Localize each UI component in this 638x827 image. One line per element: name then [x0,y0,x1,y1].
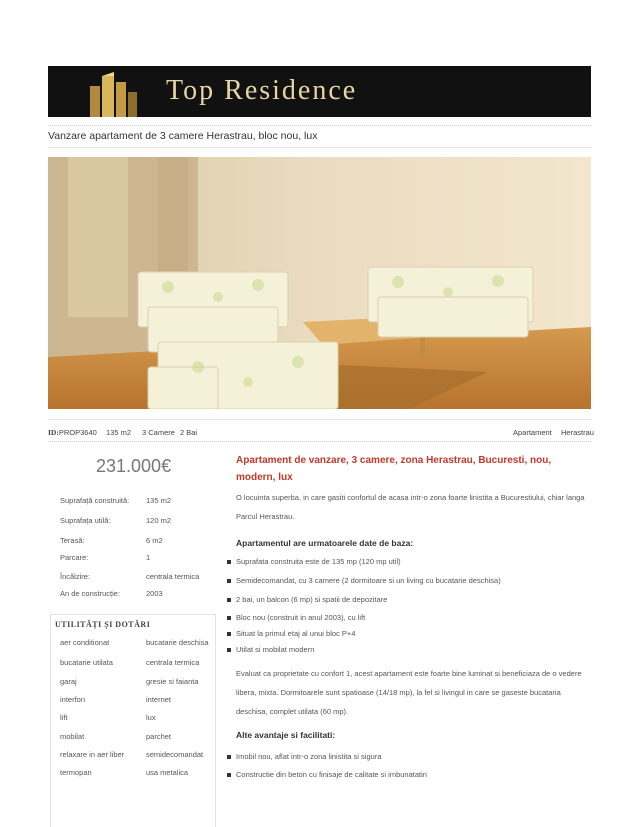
bullet-icon [227,632,231,636]
divider [48,419,591,420]
listing-title: Vanzare apartament de 3 camere Herastrau, bloc nou, lux [48,130,318,142]
advantage-item: Constructie din beton cu finisaje de calitate si imbunatatiri [227,770,427,779]
bullet-icon [227,648,231,652]
building-logo-icon [88,72,146,117]
bullet-icon [227,773,231,777]
listing-type: Apartament [513,428,552,437]
description-assessment: Evaluat ca proprietate cu confort 1, acest apartament este foarte bine luminat si beneficiaza de o vedere libera, mixta. Dormitoarele sunt spatioase (14/18 mp), la fel si livingul in care se gaseste bucataria deschisa, complet utilata (60 mp). [236,669,582,716]
brand-banner [48,66,591,117]
bullet-icon [227,579,231,583]
description-title: Apartament de vanzare, 3 camere, zona Herastrau, Bucuresti, nou, modern, lux [236,455,552,483]
advantage-item: Imobil nou, aflat intr-o zona linistita si sigura [227,752,382,761]
divider [48,441,591,442]
utilities-heading: UTILITĂȚI ȘI DOTĂRI [55,620,151,629]
listing-photo [48,157,591,409]
bullet-icon [227,616,231,620]
feature-item: Utilat si mobilat modern [227,645,314,654]
features-heading: Apartamentul are urmatoarele date de baza: [236,538,414,548]
feature-item: 2 bai, un balcon (6 mp) si spatii de depozitare [227,595,387,604]
description-intro: O locuinta superba, in care gasiti confortul de acasa intr-o zona foarte linistita a Bucurestiului, chiar langa Parcul Herastrau. [236,493,585,521]
feature-item: Suprafata construita este de 135 mp (120 mp util) [227,557,401,566]
divider [48,147,591,148]
bullet-icon [227,598,231,602]
advantages-heading: Alte avantaje si facilitati: [236,730,336,740]
brand-name: Top Residence [166,75,358,106]
bullet-icon [227,560,231,564]
listing-area: 135 m2 [106,428,132,437]
listing-price: 231.000€ [96,456,172,476]
listing-rooms: 3 Camere [142,428,175,437]
listing-id: ID:PROP3640 [48,428,97,437]
divider [48,125,591,126]
bullet-icon [227,755,231,759]
feature-item: Semidecomandat, cu 3 camere (2 dormitoare si un living cu bucatarie deschisa) [227,576,501,585]
feature-item: Bloc nou (construit in anul 2003), cu lift [227,613,365,622]
feature-item: Situat la primul etaj al unui bloc P+4 [227,629,355,638]
listing-baths: 2 Bai [180,428,198,437]
listing-zone: Herastrau [561,428,594,437]
